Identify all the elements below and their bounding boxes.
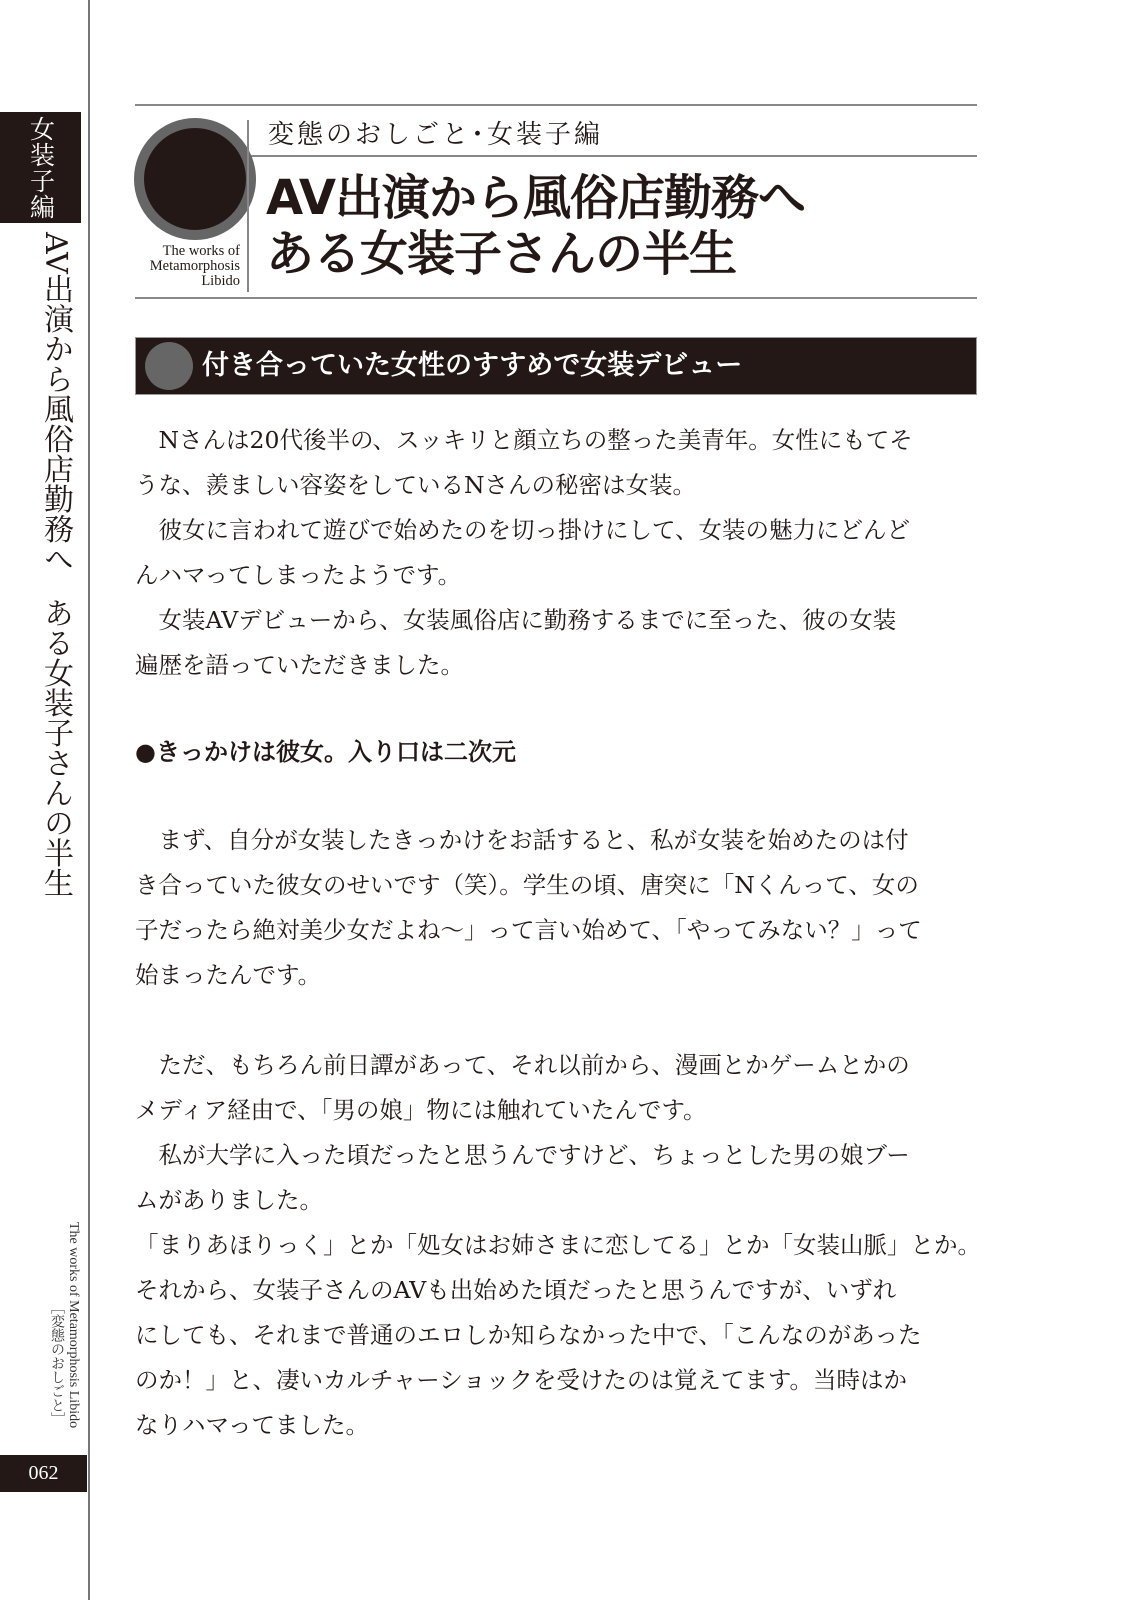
text-line: 私が大学に入った頃だったと思うんですけど、ちょっとした男の娘ブー — [135, 1141, 910, 1169]
works-line-2: Metamorphosis — [149, 258, 240, 274]
credit-line-1: The works of Metamorphosis Libido — [66, 1222, 81, 1429]
text-line: んハマってしまったようです。 — [135, 561, 462, 589]
text-line: まず、自分が女装したきっかけをお話すると、私が女装を始めたのは付 — [135, 826, 909, 854]
text-line: ムがありました。 — [135, 1186, 323, 1214]
text-line: き合っていた彼女のせいです（笑）。学生の頃、唐突に「Nくんって、女の — [135, 871, 919, 899]
header-bottom-rule — [135, 297, 977, 299]
category-tab: 女装子編 — [0, 112, 81, 223]
side-credit — [48, 1222, 82, 1428]
body-paragraph-1 — [135, 818, 985, 998]
text-line: 彼女に言われて遊びで始めたのを切っ掛けにして、女装の魅力にどんど — [135, 516, 911, 544]
text-line: 遍歴を語っていただきました。 — [135, 651, 464, 679]
text-line: Nさんは20代後半の、スッキリと顔立ちの整った美青年。女性にもてそ — [135, 426, 913, 454]
text-line: にしても、それまで普通のエロしか知らなかった中で、「こんなのがあった — [135, 1321, 922, 1349]
text-line: 「まりあほりっく」とか「処女はお姉さまに恋してる」とか「女装山脈」とか。 — [135, 1231, 981, 1259]
title-line-1: AV出演から風俗店勤務へ — [266, 170, 806, 226]
text-line: うな、羨ましい容姿をしているNさんの秘密は女装。 — [135, 471, 697, 499]
body-paragraph-2 — [135, 1043, 985, 1448]
text-line: なりハマってました。 — [135, 1411, 370, 1439]
section-heading-bar — [135, 337, 977, 395]
header-divider — [247, 120, 249, 292]
margin-divider — [88, 0, 90, 1600]
works-line-1: The works of — [162, 243, 240, 259]
text-line: 始まったんです。 — [135, 961, 322, 989]
text-line: 女装AVデビューから、女装風俗店に勤務するまでに至った、彼の女装 — [135, 606, 897, 634]
page-number: 062 — [0, 1455, 87, 1492]
title-line-2: ある女装子さんの半生 — [266, 226, 737, 282]
side-running-title — [38, 232, 72, 898]
text-line: 子だったら絶対美少女だよね～」って言い始めて、「やってみない？」って — [135, 916, 922, 944]
text-line: メディア経由で、「男の娘」物には触れていたんです。 — [135, 1096, 707, 1124]
series-subtitle: 変態のおしごと･女装子編 — [268, 120, 604, 150]
text-line: それから、女装子さんのAVも出始めた頃だったと思うんですが、いずれ — [135, 1276, 897, 1304]
intro-paragraph — [135, 418, 985, 688]
header-mid-rule — [248, 155, 977, 157]
article-title — [266, 170, 805, 282]
subheading: ●きっかけは彼女。入り口は二次元 — [135, 738, 516, 766]
section-bullet-icon — [145, 342, 193, 390]
header-top-rule — [135, 104, 977, 106]
works-line-3: Libido — [201, 273, 240, 289]
section-heading: 付き合っていた女性のすすめで女装デビュー — [202, 350, 743, 381]
series-logo-circle — [134, 118, 256, 240]
text-line: のか！」と、凄いカルチャーショックを受けたのは覚えてます。当時はか — [135, 1366, 907, 1394]
credit-line-2: ［変態のおしごと］ — [49, 1300, 64, 1426]
text-line: ただ、もちろん前日譚があって、それ以前から、漫画とかゲームとかの — [135, 1051, 910, 1079]
series-logo-text — [120, 244, 240, 289]
side-title-line-2: ある女装子さんの半生 — [38, 597, 73, 898]
side-title-line-1: AV出演から風俗店勤務へ — [38, 232, 73, 574]
